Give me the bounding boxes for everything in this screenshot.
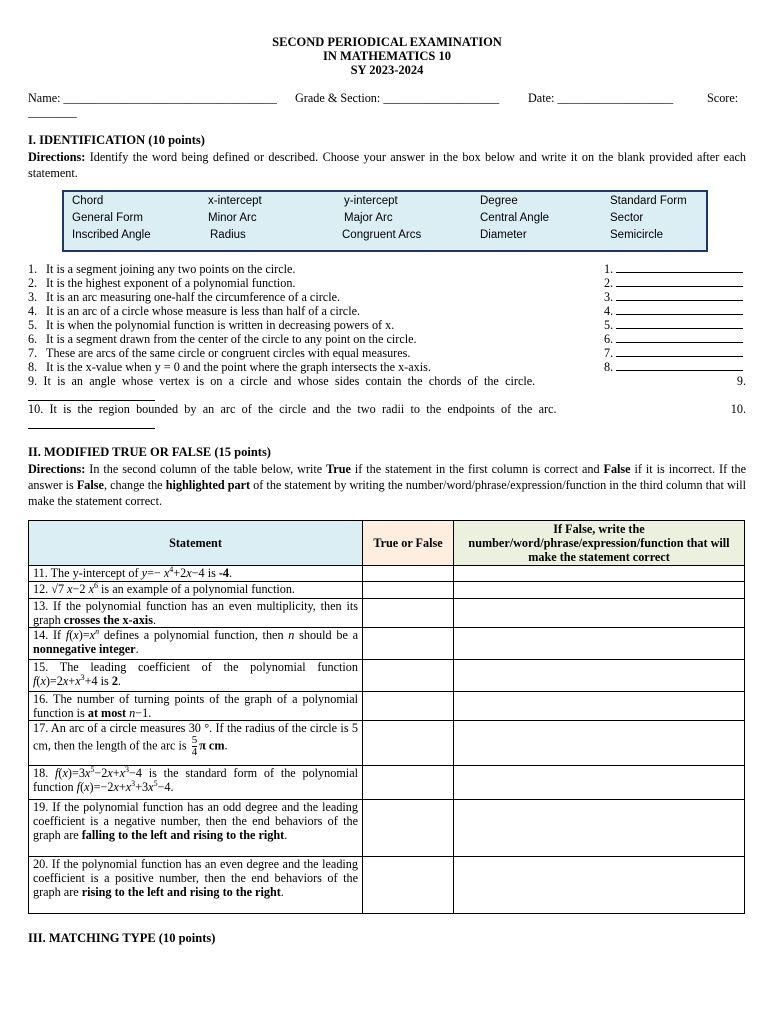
exam-header bbox=[28, 35, 746, 77]
answer-cell[interactable] bbox=[363, 660, 454, 692]
word-choice: Central Angle bbox=[480, 212, 550, 224]
answer-blank[interactable]: 1. bbox=[604, 262, 743, 276]
word-choice: Inscribed Angle bbox=[72, 229, 151, 241]
identification-item: 3. It is an arc measuring one-half the circumference of a circle. 3. bbox=[28, 290, 746, 304]
table-header-row bbox=[29, 521, 745, 566]
true-false-directions: Directions: In the second column of the table below, write True if the statement in the first column is correct and False if it is incorrect. If the answer is False, change the highlighted part of the statement by writing the number/word/phrase/expression/function in the third column that will make the statement correct. bbox=[28, 462, 746, 508]
word-choice: Congruent Arcs bbox=[342, 229, 422, 241]
correction-cell[interactable] bbox=[454, 566, 745, 582]
answer-blank[interactable]: 3. bbox=[604, 290, 743, 304]
correction-cell[interactable] bbox=[454, 800, 745, 857]
answer-blank-label: 9. bbox=[736, 374, 746, 388]
identification-item-10: 10. It is the region bounded by an arc of the circle and the two radii to the endpoints of the arc. 10. bbox=[28, 402, 746, 429]
answer-cell[interactable] bbox=[363, 766, 454, 800]
word-choice: Degree bbox=[480, 195, 518, 207]
identification-item: 8. It is the x-value when y = 0 and the point where the graph intersects the x-axis. 8. bbox=[28, 360, 746, 374]
word-choice: Chord bbox=[72, 195, 104, 207]
answer-blank[interactable] bbox=[28, 416, 155, 429]
identification-item-9: 9. It is an angle whose vertex is on a circle and whose sides contain the chords of the circle. 9. bbox=[28, 374, 746, 401]
answer-cell[interactable] bbox=[363, 692, 454, 721]
correction-cell[interactable] bbox=[454, 599, 745, 628]
word-choice: Diameter bbox=[480, 229, 527, 241]
statement-17: 17. An arc of a circle measures 30 °. If the radius of the circle is 5 cm, then the length of the arc is $\frac{5}{4}$ π cm. bbox=[29, 721, 363, 766]
header-title: SECOND PERIODICAL EXAMINATION bbox=[272, 35, 502, 49]
header-school-year: SY 2023-2024 bbox=[350, 63, 424, 77]
table-row bbox=[29, 857, 745, 914]
statement-15: 15. The leading coefficient of the polynomial function $f(x)=2x+x^3+4$ is 2. bbox=[29, 660, 363, 692]
statement-13: 13. If the polynomial function has an even multiplicity, then its graph crosses the x-axis. bbox=[29, 599, 363, 628]
word-choice: General Form bbox=[72, 212, 143, 224]
statement-16: 16. The number of turning points of the graph of a polynomial function is at most n−1. bbox=[29, 692, 363, 721]
correction-cell[interactable] bbox=[454, 721, 745, 766]
table-row bbox=[29, 566, 745, 582]
correction-cell[interactable] bbox=[454, 692, 745, 721]
word-choice: Minor Arc bbox=[208, 212, 257, 224]
statement-14: 14. If $f(x)=x^n$ defines a polynomial function, then n should be a nonnegative integer. bbox=[29, 628, 363, 660]
table-row bbox=[29, 582, 745, 599]
true-false-table bbox=[28, 520, 745, 914]
col-statement: Statement bbox=[29, 521, 363, 566]
correction-cell[interactable] bbox=[454, 628, 745, 660]
statement-11: 11. The y-intercept of $y=- x^4+2x-4$ is -4. bbox=[29, 566, 363, 582]
identification-item: 5. It is when the polynomial function is written in decreasing powers of x. 5. bbox=[28, 318, 746, 332]
identification-item: 4. It is an arc of a circle whose measure is less than half of a circle. 4. bbox=[28, 304, 746, 318]
table-row bbox=[29, 628, 745, 660]
section-matching-title: III. MATCHING TYPE (10 points) bbox=[28, 931, 216, 945]
section-true-false-title: II. MODIFIED TRUE OR FALSE (15 points) bbox=[28, 445, 271, 459]
answer-cell[interactable] bbox=[363, 566, 454, 582]
table-row bbox=[29, 692, 745, 721]
answer-cell[interactable] bbox=[363, 599, 454, 628]
col-true-false: True or False bbox=[363, 521, 454, 566]
identification-item: 1. It is a segment joining any two points on the circle. 1. bbox=[28, 262, 746, 276]
answer-blank[interactable]: 8. bbox=[604, 360, 743, 374]
table-row bbox=[29, 721, 745, 766]
answer-blank[interactable] bbox=[28, 388, 155, 401]
table-row bbox=[29, 660, 745, 692]
correction-cell[interactable] bbox=[454, 857, 745, 914]
statement-18: 18. $f(x)=3x^5-2x+x^3-4$ is the standard form of the polynomial function $f(x)=-2x+x^3+3x^5-4$. bbox=[29, 766, 363, 800]
correction-cell[interactable] bbox=[454, 660, 745, 692]
word-choice: Semicircle bbox=[610, 229, 664, 241]
answer-blank[interactable]: 6. bbox=[604, 332, 743, 346]
directions-text: Identify the word being defined or described. Choose your answer in the box below and write it on the blank provided after each statement. bbox=[28, 150, 746, 180]
identification-item: 6. It is a segment drawn from the center of the circle to any point on the circle. 6. bbox=[28, 332, 746, 346]
answer-cell[interactable] bbox=[363, 582, 454, 599]
header-subject: IN MATHEMATICS 10 bbox=[322, 49, 451, 63]
score-label: Score: bbox=[707, 91, 739, 105]
statement-19: 19. If the polynomial function has an odd degree and the leading coefficient is a negative number, then the end behaviors of the graph are falling to the left and rising to the right. bbox=[29, 800, 363, 857]
statement-12: 12. √7 x−2 $x^6$ is an example of a polynomial function. bbox=[29, 582, 363, 599]
answer-cell[interactable] bbox=[363, 800, 454, 857]
word-choice: Major Arc bbox=[344, 212, 393, 224]
answer-cell[interactable] bbox=[363, 857, 454, 914]
word-choice: y-intercept bbox=[344, 195, 398, 207]
correction-cell[interactable] bbox=[454, 766, 745, 800]
score-field[interactable]: ________ bbox=[28, 105, 77, 119]
correction-cell[interactable] bbox=[454, 582, 745, 599]
word-choices-box bbox=[62, 190, 708, 252]
answer-blank[interactable]: 2. bbox=[604, 276, 743, 290]
date-field[interactable]: Date: ___________________ bbox=[528, 91, 674, 105]
word-choice: Radius bbox=[210, 229, 246, 241]
identification-item: 7. These are arcs of the same circle or congruent circles with equal measures. 7. bbox=[28, 346, 746, 360]
grade-section-field[interactable]: Grade & Section: ___________________ bbox=[295, 91, 500, 105]
identification-directions bbox=[28, 149, 746, 181]
answer-blank[interactable]: 5. bbox=[604, 318, 743, 332]
answer-cell[interactable] bbox=[363, 721, 454, 766]
student-info-line bbox=[28, 91, 746, 119]
word-choice: x-intercept bbox=[208, 195, 262, 207]
word-choice: Sector bbox=[610, 212, 644, 224]
section-identification-title: I. IDENTIFICATION (10 points) bbox=[28, 133, 205, 147]
answer-blank-label: 10. bbox=[730, 402, 746, 416]
answer-blank[interactable]: 4. bbox=[604, 304, 743, 318]
table-row bbox=[29, 599, 745, 628]
table-row bbox=[29, 800, 745, 857]
directions-label: Directions: bbox=[28, 150, 86, 164]
table-row bbox=[29, 766, 745, 800]
answer-cell[interactable] bbox=[363, 628, 454, 660]
answer-blank[interactable]: 7. bbox=[604, 346, 743, 360]
statement-20: 20. If the polynomial function has an even degree and the leading coefficient is a positive number, then the end behaviors of the graph are rising to the left and rising to the right. bbox=[29, 857, 363, 914]
word-choice: Standard Form bbox=[610, 195, 687, 207]
identification-item: 2. It is the highest exponent of a polynomial function. 2. bbox=[28, 276, 746, 290]
col-correction: If False, write the number/word/phrase/expression/function that will make the statement correct bbox=[454, 521, 745, 566]
name-field[interactable]: Name: ___________________________________ bbox=[28, 91, 277, 105]
